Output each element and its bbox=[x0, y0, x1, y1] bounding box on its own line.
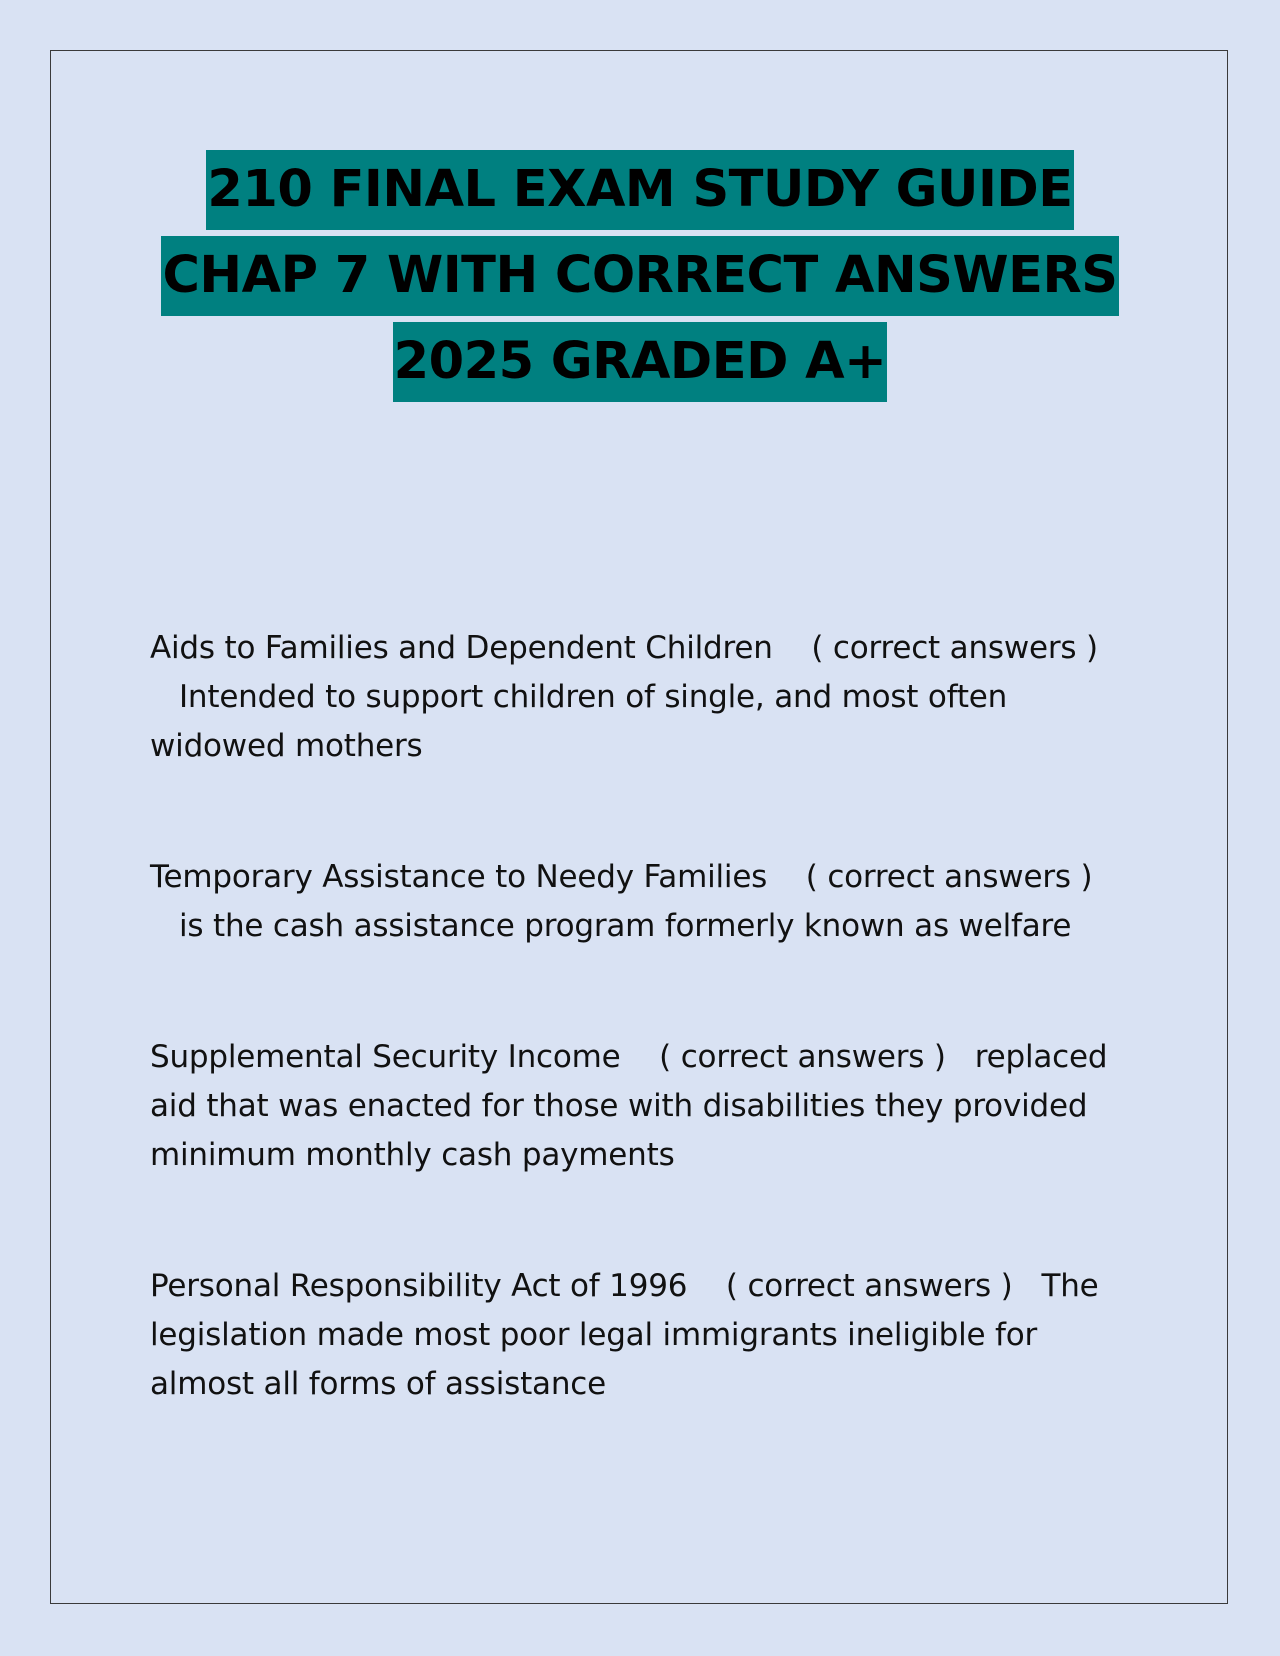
title-line-3-text: 2025 GRADED A+ bbox=[393, 322, 888, 402]
entry-4 bbox=[150, 1262, 1130, 1409]
entry-1-separator: ( correct answers ) bbox=[811, 630, 1098, 666]
title-line-1-text: 210 FINAL EXAM STUDY GUIDE bbox=[206, 150, 1073, 230]
entry-4-answer: The legislation made most poor legal immigrants ineligible for almost all forms of assistance bbox=[150, 1268, 1099, 1402]
entry-3-answer: replaced aid that was enacted for those with disabilities they provided minimum monthly cash payments bbox=[150, 1039, 1108, 1173]
entry-4-separator: ( correct answers ) bbox=[725, 1268, 1013, 1304]
title-line-2-text: CHAP 7 WITH CORRECT ANSWERS bbox=[161, 236, 1118, 316]
entry-3-term: Supplemental Security Income bbox=[150, 1039, 621, 1075]
entry-1-term: Aids to Families and Dependent Children bbox=[150, 630, 773, 666]
entry-2 bbox=[150, 853, 1130, 951]
entry-4-term: Personal Responsibility Act of 1996 bbox=[150, 1268, 688, 1304]
entry-3 bbox=[150, 1033, 1130, 1180]
title-line-2 bbox=[0, 236, 1280, 322]
title-line-3 bbox=[0, 322, 1280, 408]
entry-2-term: Temporary Assistance to Needy Families bbox=[150, 859, 768, 895]
title-line-1 bbox=[0, 150, 1280, 236]
entry-2-answer: is the cash assistance program formerly known as welfare bbox=[178, 908, 1072, 944]
entry-3-separator: ( correct answers ) bbox=[659, 1039, 946, 1075]
document-title bbox=[0, 150, 1280, 408]
entry-1 bbox=[150, 624, 1130, 771]
entry-2-separator: ( correct answers ) bbox=[805, 859, 1093, 895]
entry-1-answer: Intended to support children of single, and most often widowed mothers bbox=[150, 679, 1008, 764]
study-entries bbox=[150, 624, 1130, 1491]
